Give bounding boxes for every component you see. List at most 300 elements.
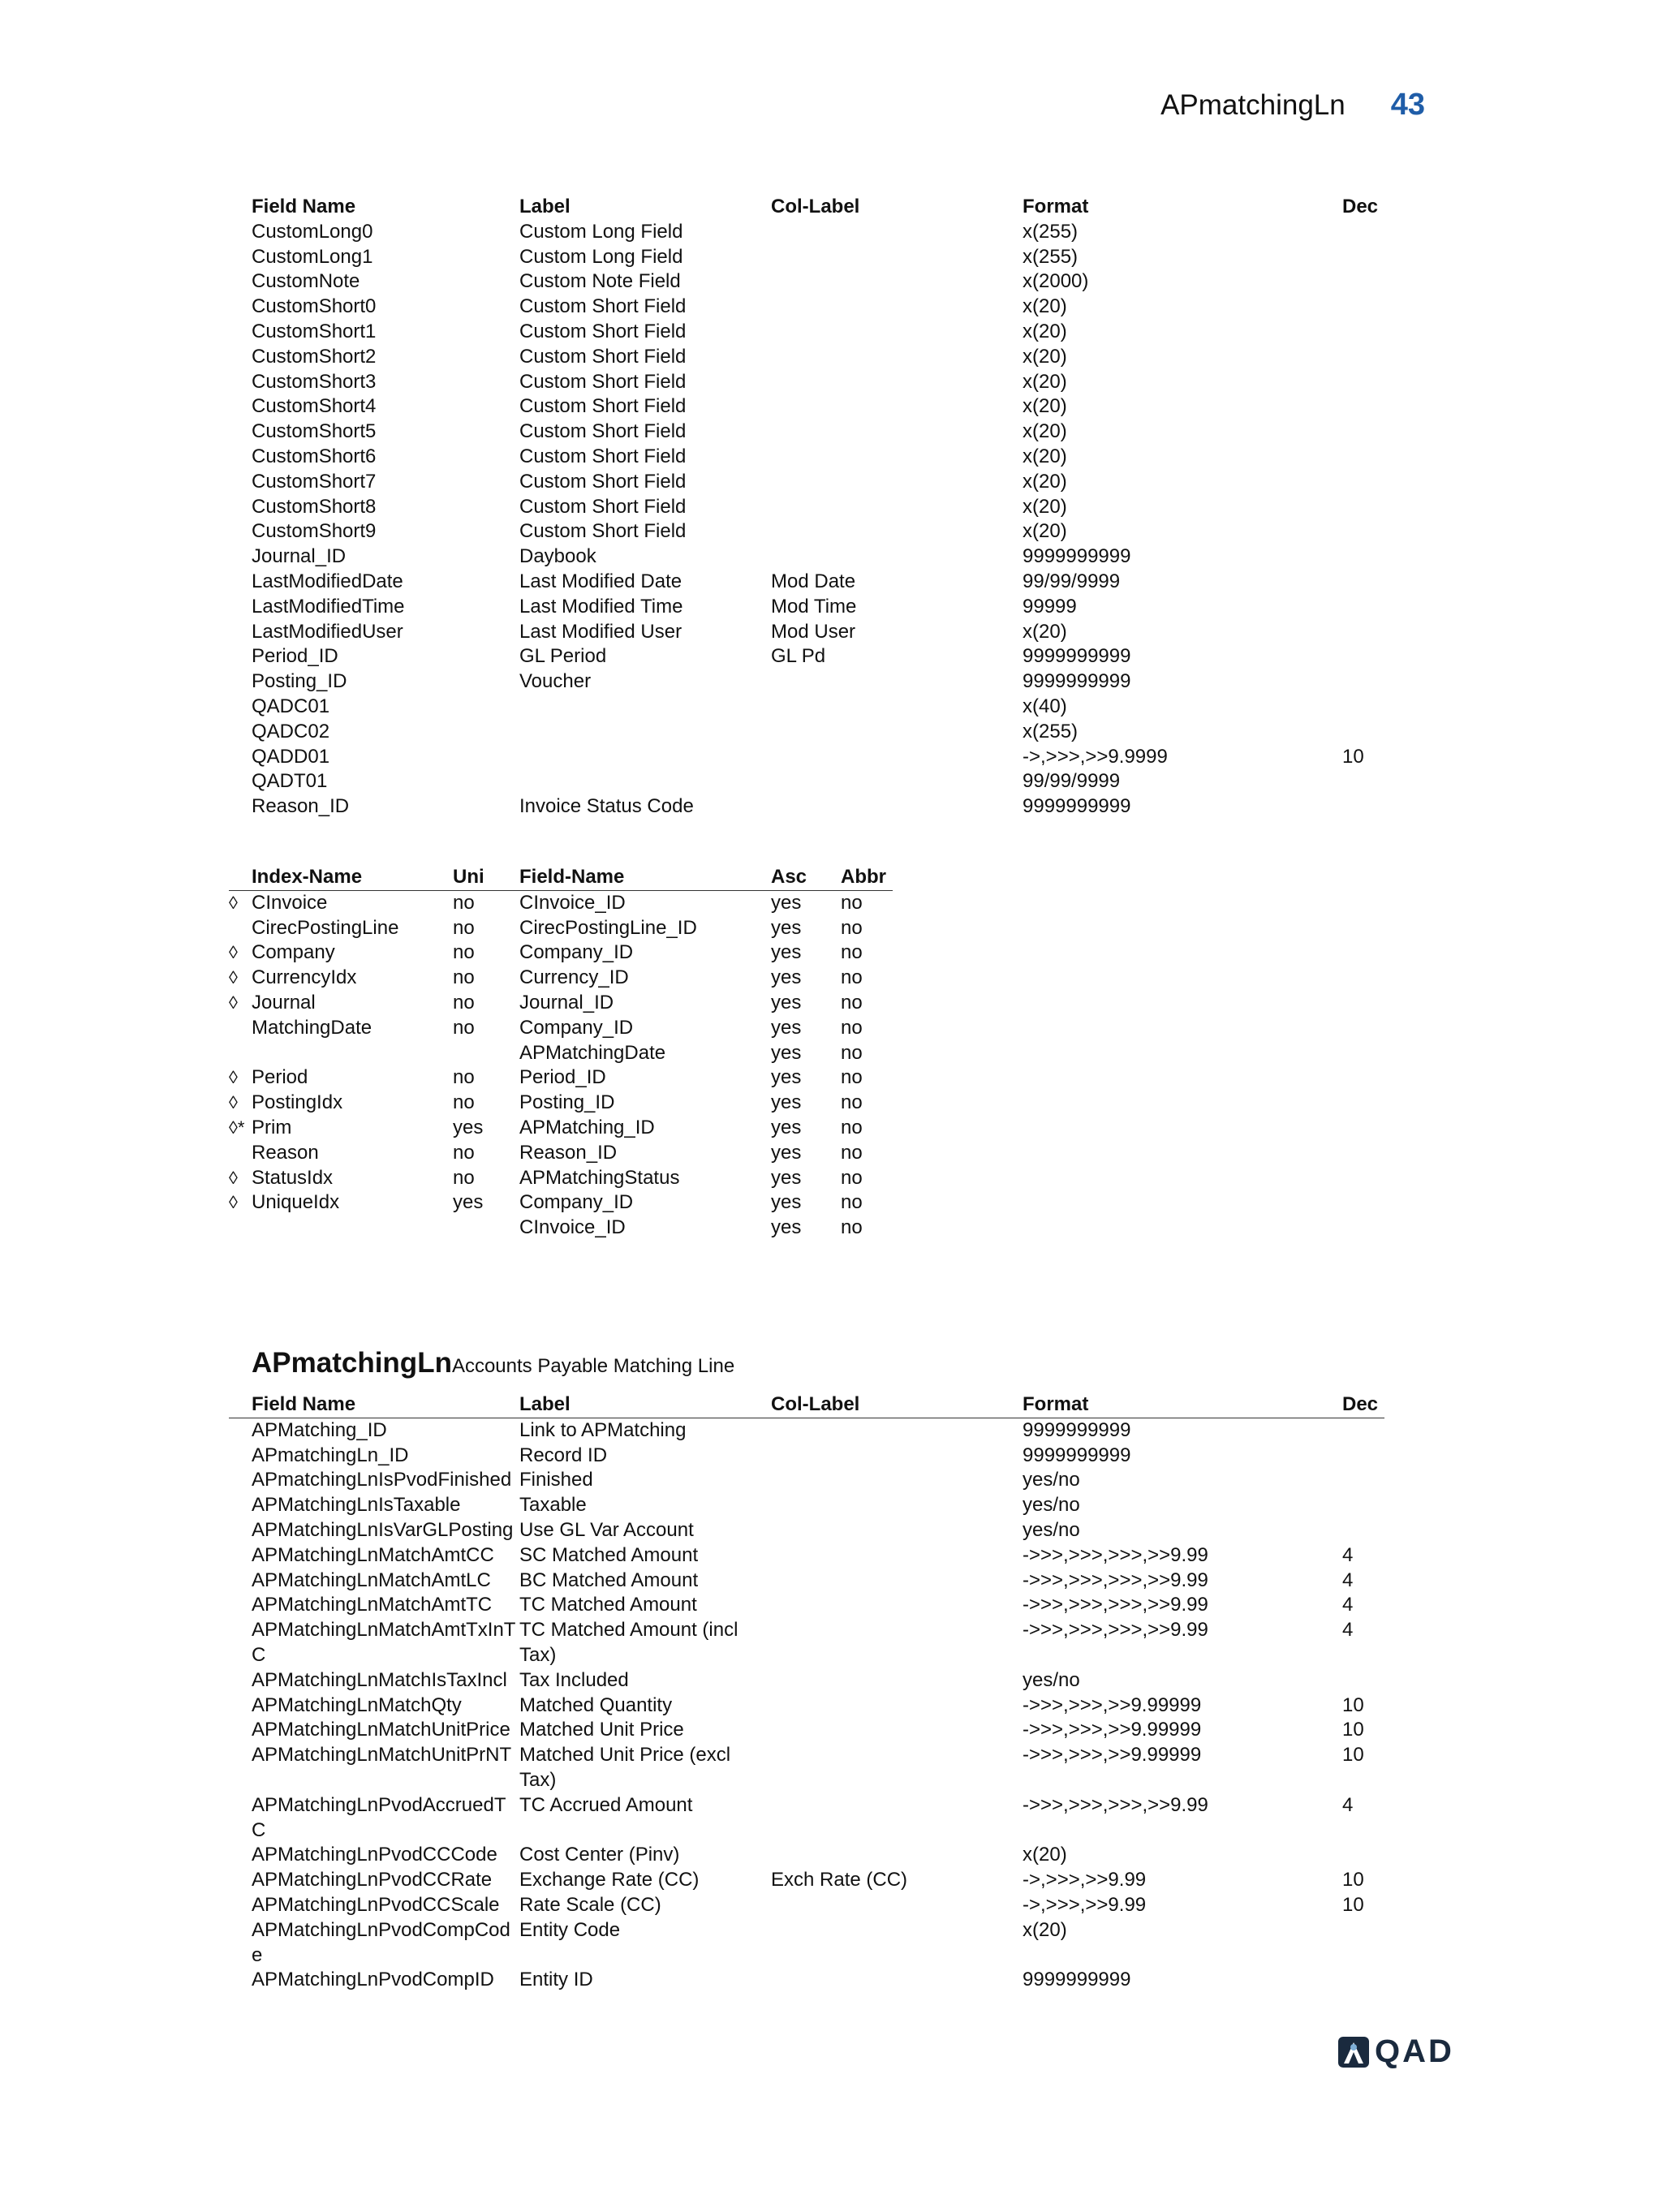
field-name-cell: APMatchingLnMatchAmtLC (252, 1569, 491, 1591)
format-cell: x(20) (1023, 320, 1067, 342)
table-row (229, 1569, 1407, 1594)
field-name-cell: APMatchingLnMatchAmtCC (252, 1543, 494, 1566)
col-dec-header: Dec (1342, 1393, 1379, 1415)
uni-cell: no (453, 1166, 475, 1189)
col-dec-header: Dec (1342, 196, 1379, 217)
format-cell: x(20) (1023, 295, 1067, 318)
uni-cell: no (453, 1016, 475, 1039)
field-name-cell: APMatchingLnMatchUnitPrice (252, 1719, 510, 1741)
table-row (229, 745, 1407, 770)
format-cell: x(20) (1023, 520, 1067, 543)
asc-cell: yes (771, 1116, 802, 1138)
dec-cell: 10 (1342, 1869, 1364, 1891)
format-cell: yes/no (1023, 1469, 1080, 1491)
label-cell: Last Modified Date (519, 570, 682, 592)
label-cell: SC Matched Amount (519, 1543, 699, 1566)
table-row (229, 966, 893, 991)
field-name-cell: QADD01 (252, 745, 330, 768)
index-marker: ◊ (229, 1192, 238, 1213)
table-row (229, 570, 1407, 595)
table-row (229, 1843, 1407, 1868)
field-name-cell: APMatchingLnPvodCCRate (252, 1869, 493, 1891)
field-name-cell: CustomLong0 (252, 220, 373, 243)
field-name-cell: APMatchingLnMatchUnitPrNT (252, 1744, 512, 1767)
field-name-cell: APMatchingLnMatchQty (252, 1693, 462, 1716)
field-name-cell: Period_ID (519, 1066, 606, 1089)
uni-cell: no (453, 991, 475, 1013)
field-name-cell: CustomShort7 (252, 470, 377, 493)
abbr-cell: no (841, 1166, 863, 1189)
table-row (229, 1190, 893, 1216)
label-cell: Daybook (519, 545, 596, 568)
col-label-cell: Mod Time (771, 595, 857, 618)
asc-cell: yes (771, 1166, 802, 1189)
asc-cell: yes (771, 916, 802, 939)
format-cell: 99999 (1023, 595, 1077, 618)
format-cell: 9999999999 (1023, 670, 1131, 693)
format-cell: yes/no (1023, 1494, 1080, 1517)
uni-cell: no (453, 941, 475, 964)
table-row (229, 1543, 1407, 1569)
format-cell: x(20) (1023, 395, 1067, 418)
uni-cell: no (453, 891, 475, 914)
table-row (229, 1468, 1407, 1493)
label-cell: Custom Long Field (519, 220, 683, 243)
label-cell: TC Matched Amount (519, 1594, 697, 1616)
table-body (229, 1418, 1407, 1993)
index-name-cell: CurrencyIdx (252, 966, 357, 989)
table-body (229, 220, 1407, 820)
field-name-cell: Currency_ID (519, 966, 629, 989)
label-cell: Record ID (519, 1444, 608, 1466)
field-name-cell: APMatchingDate (519, 1041, 666, 1064)
dec-cell: 4 (1342, 1594, 1354, 1616)
format-cell: x(20) (1023, 445, 1067, 467)
table-row (229, 295, 1407, 320)
field-name-cell: Journal_ID (252, 545, 347, 568)
label-cell: Matched Unit Price (519, 1719, 684, 1741)
field-name-cell: CustomLong1 (252, 245, 373, 268)
index-name-cell: Journal (252, 991, 316, 1013)
table-row (229, 1418, 1407, 1444)
table-row (229, 495, 1407, 520)
index-marker: ◊ (229, 1067, 238, 1088)
abbr-cell: no (841, 1191, 863, 1214)
col-label-cell: Exch Rate (CC) (771, 1869, 908, 1891)
dec-cell: 10 (1342, 745, 1364, 768)
table-header-row (229, 195, 1407, 220)
table-row (229, 669, 1407, 695)
table-row (229, 769, 1407, 794)
abbr-cell: no (841, 1066, 863, 1089)
uni-cell: yes (453, 1116, 484, 1138)
abbr-cell: no (841, 1041, 863, 1064)
table-row (229, 519, 1407, 544)
uni-cell: no (453, 966, 475, 989)
table-row (229, 544, 1407, 570)
index-name-cell: StatusIdx (252, 1166, 334, 1189)
label-cell: TC Accrued Amount (519, 1793, 693, 1816)
format-cell: ->,>>>,>>9.9999 (1023, 745, 1168, 768)
index-marker: ◊ (229, 992, 238, 1013)
col-label-header: Label (519, 196, 571, 217)
table-row (229, 1593, 1407, 1618)
format-cell: x(2000) (1023, 270, 1089, 293)
index-name-cell: PostingIdx (252, 1091, 343, 1114)
page-number: 43 (1390, 88, 1425, 122)
asc-cell: yes (771, 991, 802, 1013)
table-row (229, 245, 1407, 270)
table-row (229, 1518, 1407, 1543)
format-cell: ->>>,>>>,>>>,>>9.99 (1023, 1793, 1208, 1816)
format-cell: 9999999999 (1023, 545, 1131, 568)
table-row (229, 1918, 1407, 1969)
label-cell: Rate Scale (CC) (519, 1893, 661, 1916)
format-cell: x(20) (1023, 345, 1067, 368)
field-name-cell: CustomShort6 (252, 445, 377, 467)
format-cell: x(20) (1023, 470, 1067, 493)
field-name-cell: APmatchingLnIsPvodFinished (252, 1469, 512, 1491)
field-name-cell: APMatchingLnPvodCompCode (252, 1918, 510, 1966)
table-row (229, 1065, 893, 1091)
index-marker: ◊ (229, 967, 238, 988)
fields-table-1 (229, 195, 1407, 820)
index-marker: ◊ (229, 942, 238, 963)
field-name-cell: LastModifiedTime (252, 595, 405, 618)
format-cell: 99/99/9999 (1023, 570, 1121, 592)
field-name-cell: APMatchingLnIsVarGLPosting (252, 1518, 514, 1541)
field-name-cell: LastModifiedUser (252, 620, 403, 643)
format-cell: ->>>,>>>,>>9.99999 (1023, 1693, 1202, 1716)
table-row (229, 720, 1407, 745)
table-row (229, 940, 893, 966)
table-row (229, 1166, 893, 1191)
table-body (229, 891, 893, 1241)
dec-cell: 4 (1342, 1543, 1354, 1566)
label-cell: Taxable (519, 1494, 587, 1517)
uni-cell: no (453, 1066, 475, 1089)
label-cell: TC Matched Amount (incl Tax) (519, 1619, 738, 1666)
label-cell: Custom Short Field (519, 495, 687, 518)
index-table (229, 865, 893, 1241)
table-row (229, 1718, 1407, 1743)
table-row (229, 891, 893, 916)
table-row (229, 269, 1407, 295)
table-row (229, 916, 893, 941)
format-cell: x(20) (1023, 620, 1067, 643)
field-name-cell: APMatching_ID (252, 1418, 387, 1441)
table-row (229, 1041, 893, 1066)
table-row (229, 1116, 893, 1141)
col-index-name-header: Index-Name (252, 866, 363, 888)
field-name-cell: CustomNote (252, 270, 360, 293)
col-field-name-header: Field-Name (519, 866, 625, 888)
index-name-cell: CInvoice (252, 891, 328, 914)
table-row (229, 644, 1407, 669)
field-name-cell: CInvoice_ID (519, 891, 626, 914)
table-row (229, 1618, 1407, 1668)
page-header (1160, 88, 1425, 123)
label-cell: Custom Short Field (519, 520, 687, 543)
field-name-cell: QADC01 (252, 695, 330, 717)
table-row (229, 445, 1407, 470)
field-name-cell: APMatchingLnPvodCCScale (252, 1893, 500, 1916)
field-name-cell: LastModifiedDate (252, 570, 403, 592)
label-cell: Custom Short Field (519, 320, 687, 342)
format-cell: yes/no (1023, 1668, 1080, 1691)
format-cell: 9999999999 (1023, 1969, 1131, 1991)
field-name-cell: CustomShort2 (252, 345, 377, 368)
field-name-cell: QADC02 (252, 720, 330, 742)
label-cell: Last Modified Time (519, 595, 683, 618)
col-format-header: Format (1023, 1393, 1089, 1415)
format-cell: ->>>,>>>,>>>,>>9.99 (1023, 1594, 1208, 1616)
table-row (229, 1444, 1407, 1469)
label-cell: Matched Unit Price (excl Tax) (519, 1744, 731, 1791)
format-cell: x(20) (1023, 1918, 1067, 1941)
table-row (229, 394, 1407, 420)
section-description: Accounts Payable Matching Line (451, 1355, 735, 1377)
index-name-cell: Reason (252, 1141, 319, 1164)
field-name-cell: Company_ID (519, 1191, 634, 1214)
field-name-cell: Journal_ID (519, 991, 614, 1013)
format-cell: ->>>,>>>,>>>,>>9.99 (1023, 1569, 1208, 1591)
format-cell: x(20) (1023, 495, 1067, 518)
table-row (229, 1893, 1407, 1918)
field-name-cell: Reason_ID (519, 1141, 618, 1164)
abbr-cell: no (841, 1091, 863, 1114)
label-cell: GL Period (519, 645, 607, 668)
field-name-cell: QADT01 (252, 770, 328, 793)
col-label-cell: GL Pd (771, 645, 826, 668)
col-format-header: Format (1023, 196, 1089, 217)
field-name-cell: CustomShort1 (252, 320, 377, 342)
label-cell: Use GL Var Account (519, 1518, 694, 1541)
asc-cell: yes (771, 1041, 802, 1064)
label-cell: Exchange Rate (CC) (519, 1869, 700, 1891)
field-name-cell: CustomShort0 (252, 295, 377, 318)
index-name-cell: Period (252, 1066, 308, 1089)
abbr-cell: no (841, 891, 863, 914)
format-cell: 9999999999 (1023, 795, 1131, 818)
table-row (229, 1091, 893, 1116)
dec-cell: 4 (1342, 1569, 1354, 1591)
qad-logo-text: QAD (1375, 2033, 1454, 2069)
table-row (229, 1141, 893, 1166)
label-cell: Tax Included (519, 1668, 629, 1691)
field-name-cell: APMatchingLnPvodAccruedTC (252, 1793, 506, 1841)
qad-logo-icon (1337, 2036, 1370, 2068)
format-cell: ->,>>>,>>9.99 (1023, 1893, 1147, 1916)
index-marker: ◊ (229, 1092, 238, 1113)
format-cell: ->>>,>>>,>>>,>>9.99 (1023, 1543, 1208, 1566)
col-label-header: Label (519, 1393, 571, 1415)
label-cell: Voucher (519, 670, 592, 693)
index-marker: ◊* (229, 1117, 245, 1138)
asc-cell: yes (771, 1091, 802, 1114)
format-cell: yes/no (1023, 1518, 1080, 1541)
table-row (229, 1493, 1407, 1518)
col-uni-header: Uni (453, 866, 484, 888)
section-name: APmatchingLn (252, 1347, 452, 1379)
field-name-cell: APMatchingLnPvodCCCode (252, 1844, 497, 1866)
asc-cell: yes (771, 941, 802, 964)
table-row (229, 470, 1407, 495)
field-name-cell: CInvoice_ID (519, 1216, 626, 1239)
label-cell: Custom Note Field (519, 270, 681, 293)
col-asc-header: Asc (771, 866, 807, 888)
dec-cell: 4 (1342, 1793, 1354, 1816)
field-name-cell: APMatchingLnIsTaxable (252, 1494, 461, 1517)
format-cell: 99/99/9999 (1023, 770, 1121, 793)
asc-cell: yes (771, 1066, 802, 1089)
table-row (229, 420, 1407, 445)
format-cell: ->,>>>,>>9.99 (1023, 1869, 1147, 1891)
index-name-cell: UniqueIdx (252, 1191, 340, 1214)
abbr-cell: no (841, 1216, 863, 1239)
col-col-label-header: Col-Label (771, 1393, 860, 1415)
field-name-cell: Period_ID (252, 645, 338, 668)
col-label-cell: Mod Date (771, 570, 856, 592)
col-field-name-header: Field Name (252, 196, 356, 217)
label-cell: Last Modified User (519, 620, 682, 643)
dec-cell: 10 (1342, 1893, 1364, 1916)
table-row (229, 991, 893, 1016)
index-marker: ◊ (229, 1167, 238, 1188)
field-name-cell: APMatchingLnPvodCompID (252, 1969, 494, 1991)
format-cell: 9999999999 (1023, 1444, 1131, 1466)
format-cell: ->>>,>>>,>>9.99999 (1023, 1744, 1202, 1767)
table-header-row (229, 865, 893, 891)
format-cell: ->>>,>>>,>>9.99999 (1023, 1719, 1202, 1741)
table-row (229, 1868, 1407, 1893)
section-title (252, 1347, 734, 1379)
index-name-cell: Prim (252, 1116, 292, 1138)
abbr-cell: no (841, 1141, 863, 1164)
label-cell: Cost Center (Pinv) (519, 1844, 680, 1866)
label-cell: Finished (519, 1469, 593, 1491)
label-cell: Custom Short Field (519, 470, 687, 493)
index-name-cell: MatchingDate (252, 1016, 372, 1039)
field-name-cell: CustomShort9 (252, 520, 377, 543)
col-field-name-header: Field Name (252, 1393, 356, 1415)
col-col-label-header: Col-Label (771, 196, 860, 217)
field-name-cell: Posting_ID (519, 1091, 615, 1114)
uni-cell: yes (453, 1191, 484, 1214)
format-cell: 9999999999 (1023, 1418, 1131, 1441)
label-cell: Custom Short Field (519, 295, 687, 318)
label-cell: Invoice Status Code (519, 795, 694, 818)
uni-cell: no (453, 1141, 475, 1164)
table-row (229, 220, 1407, 245)
abbr-cell: no (841, 991, 863, 1013)
table-row (229, 1668, 1407, 1693)
dec-cell: 10 (1342, 1744, 1364, 1767)
table-row (229, 1216, 893, 1241)
field-name-cell: Company_ID (519, 941, 634, 964)
asc-cell: yes (771, 1216, 802, 1239)
format-cell: x(40) (1023, 695, 1067, 717)
format-cell: x(20) (1023, 420, 1067, 443)
format-cell: x(20) (1023, 1844, 1067, 1866)
format-cell: x(255) (1023, 220, 1079, 243)
page-title: APmatchingLn (1160, 89, 1346, 121)
label-cell: Link to APMatching (519, 1418, 687, 1441)
index-name-cell: CirecPostingLine (252, 916, 399, 939)
label-cell: Custom Short Field (519, 345, 687, 368)
table-row (229, 345, 1407, 370)
qad-logo (1337, 2033, 1454, 2070)
table-header-row (229, 1392, 1384, 1418)
format-cell: x(20) (1023, 370, 1067, 393)
dec-cell: 10 (1342, 1719, 1364, 1741)
field-name-cell: APMatchingStatus (519, 1166, 680, 1189)
uni-cell: no (453, 1091, 475, 1114)
asc-cell: yes (771, 1016, 802, 1039)
fields-table-2 (229, 1392, 1407, 1993)
table-row (229, 1016, 893, 1041)
abbr-cell: no (841, 941, 863, 964)
abbr-cell: no (841, 966, 863, 989)
field-name-cell: Company_ID (519, 1016, 634, 1039)
col-abbr-header: Abbr (841, 866, 886, 888)
field-name-cell: Posting_ID (252, 670, 347, 693)
table-row (229, 1968, 1407, 1993)
index-name-cell: Company (252, 941, 335, 964)
asc-cell: yes (771, 966, 802, 989)
field-name-cell: Reason_ID (252, 795, 350, 818)
table-row (229, 1693, 1407, 1719)
col-label-cell: Mod User (771, 620, 856, 643)
field-name-cell: CustomShort8 (252, 495, 377, 518)
field-name-cell: CirecPostingLine_ID (519, 916, 697, 939)
label-cell: Custom Short Field (519, 445, 687, 467)
table-row (229, 794, 1407, 820)
field-name-cell: CustomShort5 (252, 420, 377, 443)
table-row (229, 320, 1407, 345)
label-cell: Custom Short Field (519, 420, 687, 443)
field-name-cell: APMatching_ID (519, 1116, 655, 1138)
asc-cell: yes (771, 1191, 802, 1214)
label-cell: Entity ID (519, 1969, 593, 1991)
abbr-cell: no (841, 1016, 863, 1039)
table-row (229, 695, 1407, 720)
table-row (229, 1793, 1407, 1844)
label-cell: BC Matched Amount (519, 1569, 699, 1591)
dec-cell: 4 (1342, 1619, 1354, 1642)
label-cell: Custom Long Field (519, 245, 683, 268)
format-cell: ->>>,>>>,>>>,>>9.99 (1023, 1619, 1208, 1642)
table-row (229, 1743, 1407, 1793)
label-cell: Matched Quantity (519, 1693, 673, 1716)
uni-cell: no (453, 916, 475, 939)
index-marker: ◊ (229, 892, 238, 913)
asc-cell: yes (771, 891, 802, 914)
abbr-cell: no (841, 916, 863, 939)
field-name-cell: CustomShort4 (252, 395, 377, 418)
field-name-cell: APMatchingLnMatchAmtTC (252, 1594, 493, 1616)
table-row (229, 595, 1407, 620)
label-cell: Custom Short Field (519, 370, 687, 393)
abbr-cell: no (841, 1116, 863, 1138)
format-cell: x(255) (1023, 245, 1079, 268)
field-name-cell: APmatchingLn_ID (252, 1444, 409, 1466)
label-cell: Entity Code (519, 1918, 621, 1941)
field-name-cell: CustomShort3 (252, 370, 377, 393)
label-cell: Custom Short Field (519, 395, 687, 418)
format-cell: x(255) (1023, 720, 1079, 742)
field-name-cell: APMatchingLnMatchAmtTxInTC (252, 1619, 516, 1666)
